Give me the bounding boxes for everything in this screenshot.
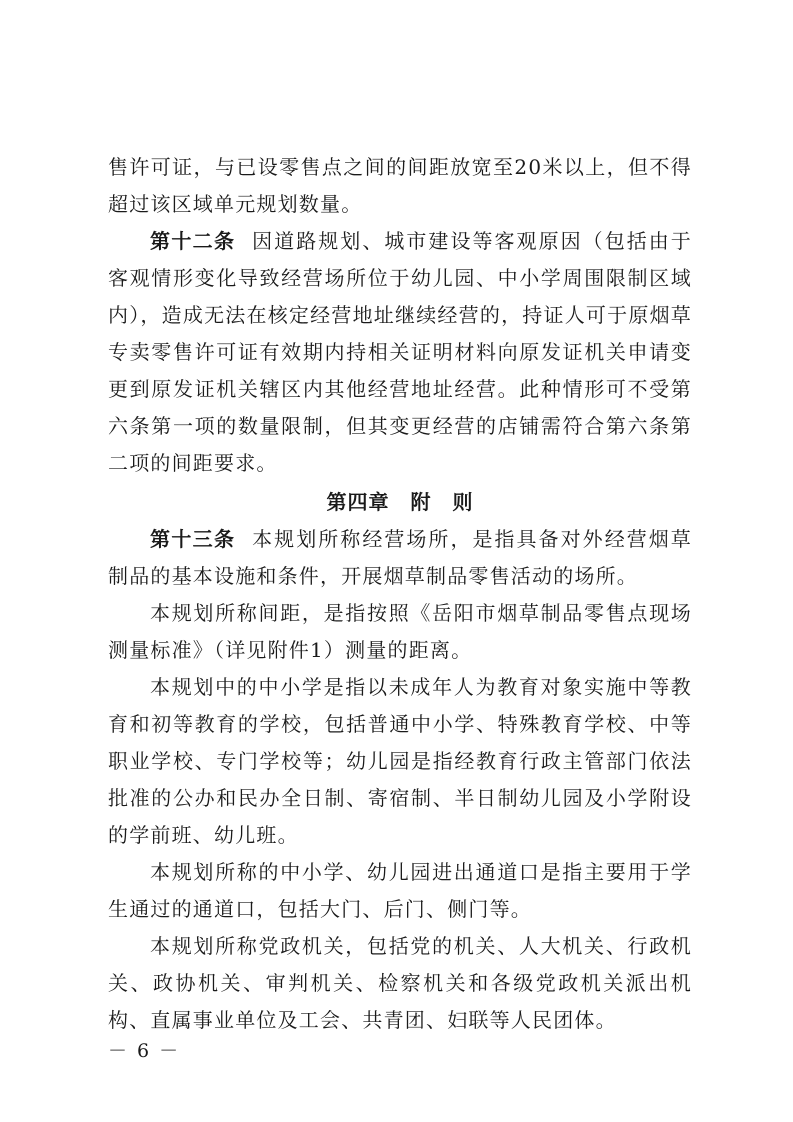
- chapter-heading: 第四章 附 则: [326, 490, 474, 514]
- paragraph-government-definition: 本规划所称党政机关，包括党的机关、人大机关、行政机关、政协机关、审判机关、检察机关和各级党政机关派出机构、直属事业单位及工会、共青团、妇联等人民团体。: [108, 934, 692, 1032]
- article-13-title: 第十三条: [150, 527, 236, 551]
- article-13-text: 本规划所称经营场所，是指具备对外经营烟草制品的基本设施和条件，开展烟草制品零售活动的场所。: [108, 527, 693, 588]
- article-12: [108, 223, 692, 482]
- paragraph-continuation: 售许可证，与已设零售点之间的间距放宽至20米以上，但不得超过该区域单元规划数量。: [108, 155, 692, 216]
- article-12-title: 第十二条: [150, 229, 236, 253]
- article-13: [108, 521, 692, 595]
- article-12-text: 因道路规划、城市建设等客观原因（包括由于客观情形变化导致经营场所位于幼儿园、中小学周围限制区域内），造成无法在核定经营地址继续经营的，持证人可于原烟草专卖零售许可证有效期内持相关证明材料向原发证机关申请变更到原发证机关辖区内其他经营地址经营。此种情形可不受第六条第一项的数量限制，但其变更经营的店铺需符合第六条第二项的间距要求。: [108, 229, 693, 475]
- paragraph-school-definition: 本规划中的中小学是指以未成年人为教育对象实施中等教育和初等教育的学校，包括普通中小学、特殊教育学校、中等职业学校、专门学校等；幼儿园是指经教育行政主管部门依法批准的公办和民办全日制、寄宿制、半日制幼儿园及小学附设的学前班、幼儿班。: [108, 675, 692, 847]
- page-number: － 6 －: [108, 1040, 181, 1062]
- paragraph-distance-definition: 本规划所称间距，是指按照《岳阳市烟草制品零售点现场测量标准》（详见附件1）测量的距离。: [108, 601, 692, 662]
- document-body: [108, 149, 692, 1039]
- paragraph-entrance-definition: 本规划所称的中小学、幼儿园进出通道口是指主要用于学生通过的通道口，包括大门、后门、侧门等。: [108, 860, 692, 921]
